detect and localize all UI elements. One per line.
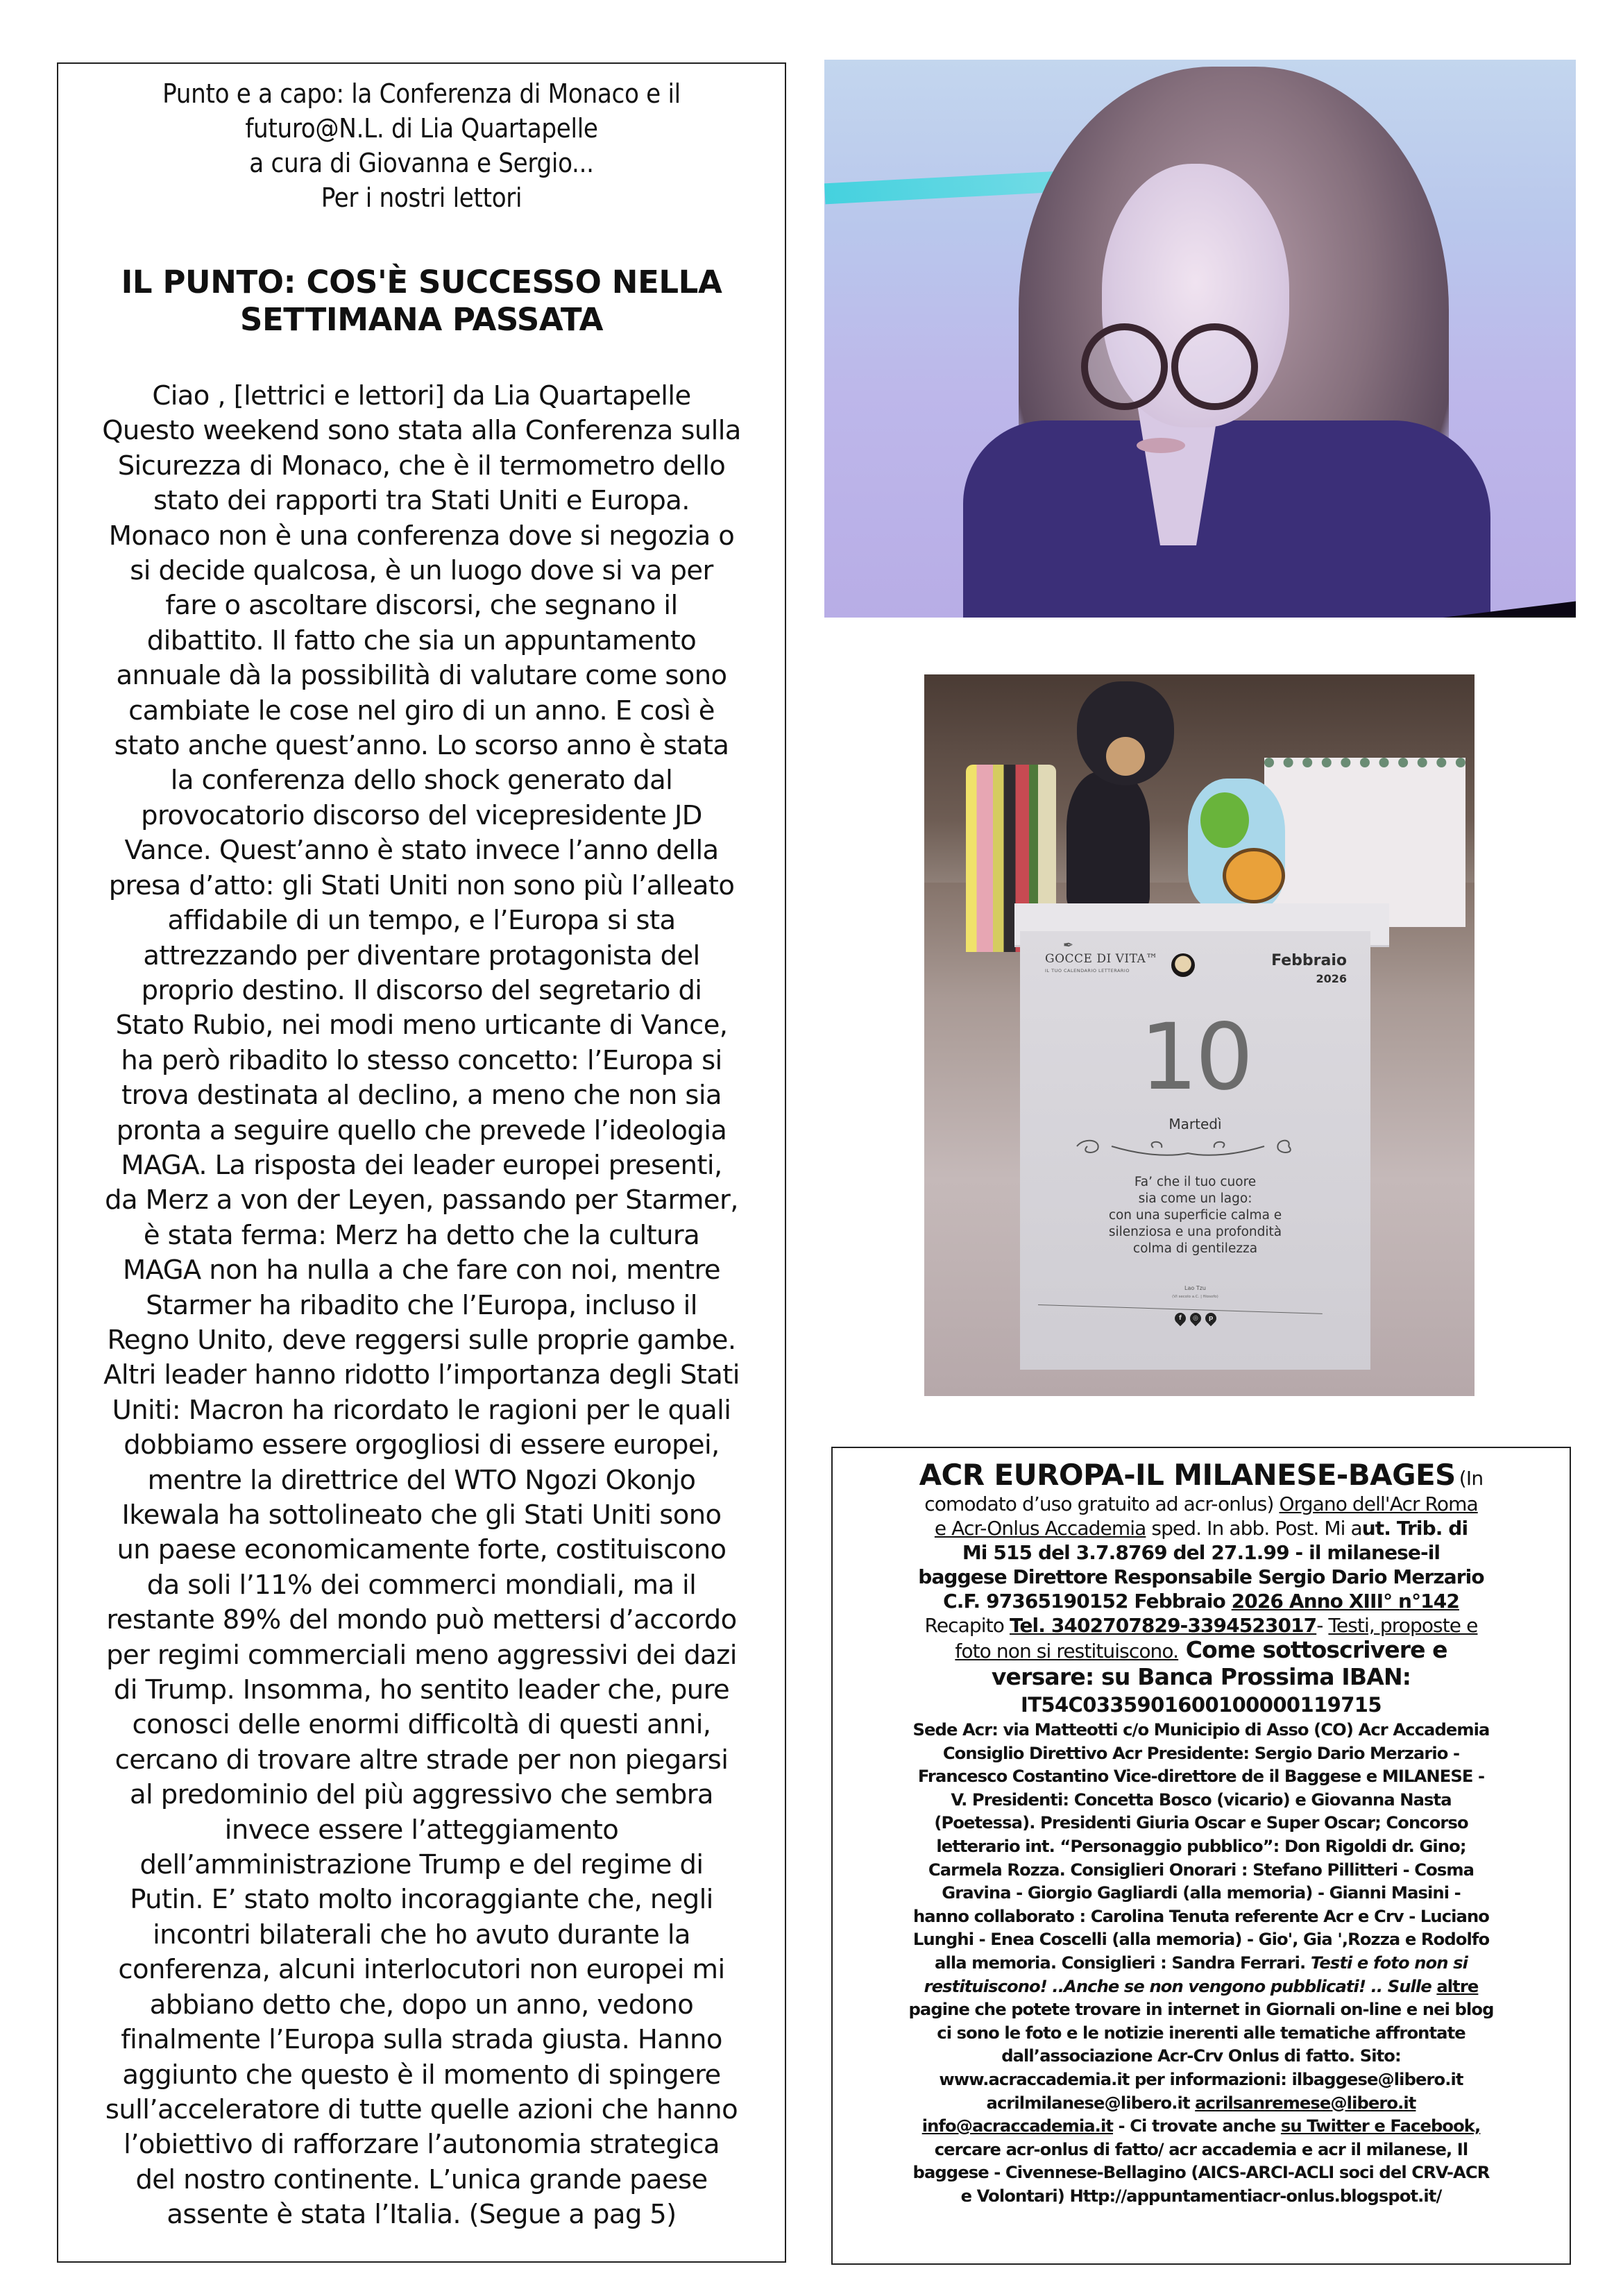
body-line: MAGA non ha nulla a che fare con noi, mentre — [123, 1255, 720, 1286]
calendar-year: 2026 — [1316, 972, 1347, 985]
glasses-icon — [1081, 323, 1168, 410]
info-text: foto non si restituiscono. — [955, 1640, 1179, 1663]
article-headline — [65, 264, 778, 339]
body-line: affidabile di un tempo, e l’Europa si sta — [167, 905, 676, 937]
background-calendar — [1264, 758, 1465, 927]
turtle-figure-shell — [1223, 848, 1285, 903]
info-line — [835, 1638, 1567, 1663]
calendar-brand-subtitle: IL TUO CALENDARIO LETTERARIO — [1045, 968, 1130, 973]
quill-icon: ✒ — [1063, 938, 1074, 953]
issue-number: 2026 Anno XIII° n°142 — [1231, 1590, 1459, 1613]
info-line — [835, 1516, 1567, 1540]
body-line: trova destinata al declino, a meno che non sia — [121, 1080, 722, 1112]
info-text: Testi, proposte e — [1328, 1614, 1478, 1637]
info-text: altre — [1436, 1976, 1479, 1996]
calendar-photo — [924, 674, 1475, 1396]
body-line: Regno Unito, deve reggersi sulle proprie gambe. — [107, 1324, 736, 1356]
info-text: ut. Trib. di — [1361, 1517, 1468, 1540]
info-text: Come sottoscrivere e — [1178, 1636, 1447, 1663]
intro-line: futuro@N.L. di Lia Quartapelle — [245, 113, 598, 144]
article-intro — [65, 76, 778, 215]
info-text: e Acr-Onlus Accademia — [934, 1517, 1146, 1540]
intro-line: Per i nostri lettori — [321, 182, 522, 213]
body-line: abbiano detto che, dopo un anno, vedono — [149, 1989, 694, 2021]
intro-line: a cura di Giovanna e Sergio... — [249, 148, 594, 178]
info-text: C.F. 97365190152 Febbraio — [943, 1590, 1232, 1613]
calendar-day: 10 — [1139, 1004, 1251, 1111]
flourish-ornament — [1070, 1134, 1306, 1162]
body-line: MAGA. La risposta dei leader europei presenti, — [121, 1149, 722, 1181]
headline-line: IL PUNTO: COS'È SUCCESSO NELLA — [121, 264, 722, 300]
body-line: conferenza, alcuni interlocutori non europei mi — [118, 1954, 725, 1986]
instagram-glyph: ◎ — [1192, 1315, 1198, 1323]
social-text: su Twitter e Facebook, — [1280, 2116, 1481, 2136]
info-text: alla memoria. Consiglieri : Sandra Ferrari. — [935, 1953, 1311, 1973]
email-link[interactable]: acrilsanremese@libero.it — [1195, 2093, 1416, 2113]
instagram-icon — [1187, 1311, 1203, 1327]
info-line: dall’associazione Acr-Crv Onlus di fatto. Sito: — [1001, 2046, 1401, 2066]
info-line: Francesco Costantino Vice-direttore de il Baggese e MILANESE - — [917, 1767, 1485, 1787]
body-line: ha però ribadito lo stesso concetto: l’Europa si — [121, 1044, 722, 1076]
masthead-title: ACR EUROPA-IL MILANESE-BAGES — [919, 1458, 1456, 1492]
body-line: Monaco non è una conferenza dove si negozia o — [108, 520, 735, 552]
info-line: Consiglio Direttivo Acr Presidente: Sergio Dario Merzario - — [942, 1743, 1460, 1763]
body-line: restante 89% del mondo può mettersi d’accordo — [106, 1604, 737, 1636]
info-text: - Ci trovate anche — [1113, 2116, 1281, 2136]
body-line: Ikewala ha sottolineato che gli Stati Uniti sono — [121, 1499, 722, 1531]
body-line: provocatorio discorso del vicepresidente JD — [141, 799, 702, 831]
body-line: presa d’atto: gli Stati Uniti non sono più l’alleato — [108, 869, 735, 901]
info-line: pagine che potete trovare in internet in Giornali on-line e nei blog — [908, 2000, 1494, 2020]
intro-line: Punto e a capo: la Conferenza di Monaco e il — [162, 78, 681, 109]
body-line: l’obiettivo di rafforzare l’autonomia strategica — [124, 2129, 720, 2161]
quote-line: Fa’ che il tuo cuore — [1134, 1175, 1257, 1189]
pin-icon — [1171, 953, 1195, 977]
quote-author: Lao Tzu — [1184, 1285, 1206, 1291]
body-line: un paese economicamente forte, costituiscono — [117, 1534, 726, 1566]
pinterest-glyph: p — [1208, 1315, 1213, 1323]
body-line: Starmer ha ribadito che l’Europa, incluso il — [146, 1289, 697, 1321]
body-line: stato anche quest’anno. Lo scorso anno è stata — [114, 730, 729, 762]
body-line: mentre la direttrice del WTO Ngozi Okonjo — [147, 1464, 696, 1496]
info-line: hanno collaborato : Carolina Tenuta referente Acr e Crv - Luciano — [912, 1906, 1490, 1926]
info-line: Mi 515 del 3.7.8769 del 27.1.99 - il milanese-il — [962, 1541, 1441, 1564]
info-text: Recapito — [924, 1614, 1010, 1637]
body-line: proprio destino. Il discorso del segretario di — [141, 974, 702, 1006]
body-line: Ciao , [lettrici e lettori] da Lia Quartapelle — [152, 380, 691, 411]
info-line — [835, 1492, 1567, 1516]
facebook-glyph: f — [1178, 1315, 1182, 1323]
info-line: V. Presidenti: Concetta Bosco (vicario) e Giovanna Nasta — [951, 1789, 1452, 1810]
body-line: cambiate le cose nel giro di un anno. E così è — [128, 695, 715, 726]
body-line: la conferenza dello shock generato dal — [170, 765, 673, 797]
body-line: fare o ascoltare discorsi, che segnano il — [165, 590, 678, 622]
body-line: Uniti: Macron ha ricordato le ragioni per le quali — [112, 1394, 731, 1426]
info-line: versare: su Banca Prossima IBAN: — [991, 1663, 1411, 1690]
info-line: cercare acr-onlus di fatto/ acr accademia e acr il milanese, Il — [934, 2139, 1468, 2159]
body-line: al predominio del più aggressivo che sembra — [130, 1779, 713, 1811]
body-line: assente è stata l’Italia. (Segue a pag 5) — [167, 2199, 677, 2231]
body-line: dobbiamo essere orgogliosi di essere europei, — [124, 1429, 720, 1461]
body-line: è stata ferma: Merz ha detto che la cultura — [143, 1219, 700, 1251]
quote-author-note: (VI secolo a.C. | filosofo) — [1172, 1295, 1218, 1299]
info-line: Sede Acr: via Matteotti c/o Municipio di Asso (CO) Acr Accademia — [912, 1720, 1490, 1740]
info-line: baggese Direttore Responsabile Sergio Dario Merzario — [918, 1565, 1484, 1588]
quote-line: con una superficie calma e — [1108, 1208, 1282, 1223]
body-line: da soli l’11% dei commerci mondiali, ma il — [146, 1569, 697, 1601]
dog-figure-muzzle — [1106, 737, 1145, 776]
body-line: invece essere l’atteggiamento — [224, 1814, 619, 1846]
info-line: Carmela Rozza. Consiglieri Onorari : Stefano Pillitteri - Cosma — [928, 1860, 1475, 1880]
body-line: da Merz a von der Leyen, passando per Starmer, — [105, 1184, 738, 1216]
body-line: Putin. E’ stato molto incoraggiante che, negli — [130, 1884, 713, 1916]
portrait-photo — [824, 60, 1576, 618]
body-line: di Trump. Insomma, ho sentito leader che, pure — [113, 1674, 730, 1706]
calendar-weekday: Martedì — [1169, 1116, 1222, 1132]
info-line: letterario int. “Personaggio pubblico”: Don Rigoldi dr. Gino; — [936, 1836, 1466, 1856]
portrait-jacket — [963, 420, 1490, 618]
email-link[interactable]: acrilmilanese@libero.it — [986, 2093, 1196, 2113]
masthead-title-paren: (In — [1459, 1467, 1484, 1490]
body-line: Vance. Quest’anno è stato invece l’anno della — [124, 835, 719, 867]
glasses-icon — [1171, 323, 1258, 410]
calendar-quote — [1020, 1174, 1370, 1257]
calendar-sheet — [1020, 931, 1370, 1370]
body-line: del nostro continente. L’unica grande paese — [135, 2163, 708, 2195]
info-text: - — [1316, 1614, 1329, 1637]
info-line — [835, 1952, 1567, 1975]
info-line: baggese - Civennese-Bellagino (AICS-ARCI-ACLI soci del CRV-ACR — [912, 2163, 1490, 2183]
body-line: annuale dà la possibilità di valutare come sono — [116, 660, 727, 692]
info-line — [835, 1975, 1567, 1999]
body-line: dell’amministrazione Trump e del regime di — [139, 1849, 704, 1881]
info-line — [835, 1589, 1567, 1613]
body-line: si decide qualcosa, è un luogo dove si va per — [130, 555, 713, 587]
info-line — [835, 2115, 1567, 2138]
body-line: Sicurezza di Monaco, che è il termometro dello — [117, 450, 726, 482]
website-link[interactable]: www.acraccademia.it per informazioni: ilbaggese@libero.it — [939, 2069, 1463, 2089]
info-line — [835, 1613, 1567, 1638]
headline-line: SETTIMANA PASSATA — [239, 301, 604, 338]
quote-line: sia come un lago: — [1138, 1191, 1252, 1206]
dog-figure-body — [1067, 772, 1150, 910]
body-line: Altri leader hanno ridotto l’importanza degli Stati — [103, 1359, 740, 1391]
info-text: Testi e foto non si — [1310, 1953, 1468, 1973]
body-line: Stato Rubio, nei modi meno urticante di Vance, — [115, 1010, 728, 1041]
blog-link[interactable]: e Volontari) Http://appuntamentiacr-onlus.blogspot.it/ — [960, 2186, 1442, 2206]
calendar-brand: GOCCE DI VITA™ — [1045, 952, 1158, 966]
info-line: (Poetessa). Presidenti Giuria Oscar e Super Oscar; Concorso — [934, 1813, 1468, 1833]
email-link[interactable]: info@acraccademia.it — [921, 2116, 1114, 2136]
info-text: comodato d’uso gratuito ad acr-onlus) — [924, 1493, 1280, 1515]
body-line: attrezzando per diventare protagonista del — [143, 939, 700, 971]
body-line: pronta a seguire quello che prevede l’ideologia — [116, 1114, 727, 1146]
info-line: Gravina - Giorgio Gagliardi (alla memoria) - Gianni Masini - — [942, 1883, 1461, 1903]
body-line: per regimi commerciali meno aggressivi dei dazi — [106, 1639, 737, 1671]
body-line: incontri bilaterali che ho avuto durante la — [153, 1919, 690, 1950]
body-line: cercano di trovare altre strade per non piegarsi — [114, 1744, 729, 1776]
pinterest-icon — [1203, 1311, 1218, 1327]
body-line: finalmente l’Europa sulla strada giusta. Hanno — [121, 2024, 722, 2056]
quote-line: colma di gentilezza — [1132, 1241, 1258, 1256]
info-line — [835, 2092, 1567, 2116]
body-line: dibattito. Il fatto che sia un appuntamento — [146, 624, 697, 656]
article-body — [65, 379, 778, 2233]
phone-link[interactable]: Tel. 3402707829-3394523017 — [1009, 1614, 1317, 1637]
turtle-figure-head — [1200, 792, 1249, 848]
masthead-title-line — [835, 1458, 1567, 1492]
article-box — [57, 62, 786, 2263]
body-line: stato dei rapporti tra Stati Uniti e Europa. — [153, 485, 690, 517]
info-text: sped. In abb. Post. Mi a — [1146, 1517, 1362, 1540]
portrait-mouth — [1137, 438, 1185, 453]
body-line: conosci delle enormi difficoltà di questi anni, — [132, 1709, 711, 1741]
info-line: ci sono le foto e le notizie inerenti alle tematiche affrontate — [937, 2023, 1465, 2043]
quote-line: silenziosa e una profondità — [1108, 1225, 1282, 1239]
info-line: Lunghi - Enea Coscelli (alla memoria) - Gio', Gia ',Rozza e Rodolfo — [912, 1930, 1490, 1950]
info-text: restituiscono! ..Anche se non vengono pubblicati! .. Sulle — [924, 1976, 1437, 1996]
calendar-month: Febbraio — [1271, 952, 1347, 969]
facebook-icon — [1172, 1311, 1188, 1327]
iban: IT54C0335901600100000119715 — [1021, 1693, 1382, 1717]
social-icons — [1020, 1313, 1370, 1324]
info-small-lines — [835, 1719, 1567, 1952]
body-line: sull’acceleratore di tutte quelle azioni che hanno — [105, 2093, 738, 2125]
body-line: Questo weekend sono stata alla Conferenza sulla — [102, 415, 741, 447]
info-text: Organo dell'Acr Roma — [1279, 1493, 1478, 1515]
masthead-info-box — [831, 1447, 1571, 2265]
body-line: aggiunto che questo è il momento di spingere — [122, 2059, 721, 2091]
